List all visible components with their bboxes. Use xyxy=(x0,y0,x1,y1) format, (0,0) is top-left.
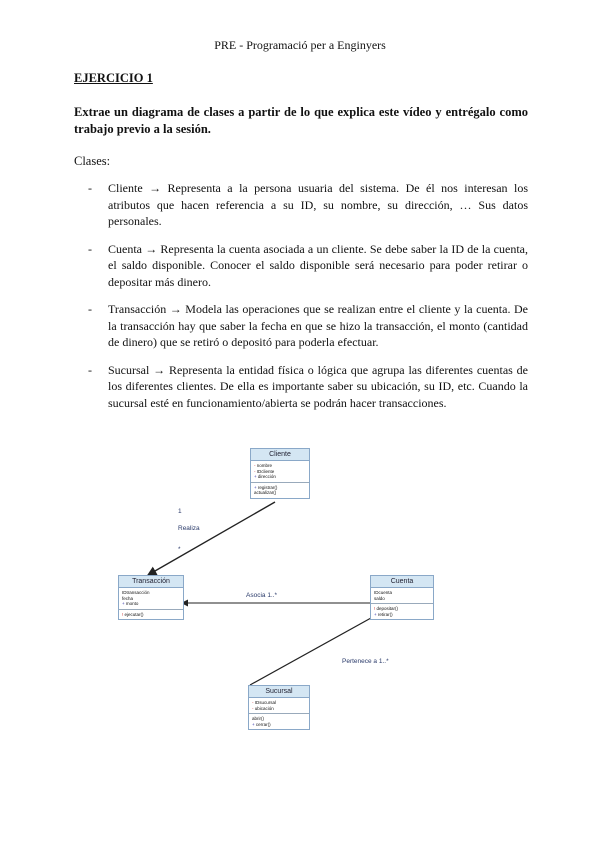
class-name: Cliente xyxy=(251,449,309,461)
class-cuenta xyxy=(370,575,434,620)
class-attributes xyxy=(249,698,309,714)
class-attributes xyxy=(119,588,183,610)
class-methods xyxy=(371,604,433,619)
item-text: Cliente → Representa a la persona usuaria del sistema. De él nos interesan los atributos que hacen referencia a su ID, su nombre, su dirección, … Sus datos personales. xyxy=(108,181,528,228)
class-methods xyxy=(119,610,183,620)
class-name: Sucursal xyxy=(249,686,309,698)
classes-heading: Clases: xyxy=(74,154,111,168)
attribute: saldo xyxy=(374,595,385,601)
list-item xyxy=(74,180,528,230)
pertenece-connector xyxy=(250,613,380,685)
class-cliente xyxy=(250,448,310,499)
attribute: - ubicación xyxy=(252,705,274,711)
class-sucursal xyxy=(248,685,310,730)
item-text: Sucursal → Representa la entidad física o lógica que agrupa las diferentes cuentas de los diferentes clientes. De ella es importante saber su ubicación, su ID, etc. Cuando la sucursal esté en funcionamiento/abierta se podrán hacer transacciones. xyxy=(108,362,528,410)
method: ! ejecutar() xyxy=(122,611,144,617)
realiza-multiplicity-top: 1 xyxy=(178,508,182,515)
attribute: - IDsucursal xyxy=(252,700,277,705)
attribute: - IDcliente xyxy=(254,468,275,474)
exercise-instruction: Extrae un diagrama de clases a partir de lo que explica este vídeo y entrégalo como trabajo previo a la sesión. xyxy=(74,105,528,136)
exercise-title: EJERCICIO 1 xyxy=(74,71,153,85)
realiza-connector xyxy=(148,502,275,575)
attribute: IDtransacción xyxy=(122,590,150,595)
attribute: + dirección xyxy=(254,474,276,480)
method: + retirar() xyxy=(374,611,393,617)
uml-class-diagram xyxy=(100,440,460,750)
method: ! depositar() xyxy=(374,606,399,612)
class-methods xyxy=(249,714,309,729)
list-item xyxy=(74,241,528,291)
classes-list xyxy=(74,180,528,422)
item-text: Cuenta → Representa la cuenta asociada a un cliente. Se debe saber la ID de la cuenta, el saldo disponible. Conocer el saldo disponible será necesario para poder retirar o depositar más dinero. xyxy=(108,241,528,289)
page-header: PRE - Programació per a Enginyers xyxy=(214,38,386,52)
list-item xyxy=(74,301,528,351)
bullet-dash: - xyxy=(88,302,92,316)
realiza-multiplicity-bottom: * xyxy=(178,546,181,553)
bullet-dash: - xyxy=(88,241,92,256)
pertenece-label: Pertenece a 1..* xyxy=(342,658,389,665)
attribute: fecha xyxy=(122,595,134,601)
method: actualizar() xyxy=(254,490,277,496)
class-methods xyxy=(251,483,309,498)
list-item xyxy=(74,362,528,412)
bullet-dash: - xyxy=(88,181,92,195)
class-name: Cuenta xyxy=(371,576,433,588)
method: + cerrar() xyxy=(252,721,271,727)
item-text: Transacción → Modela las operaciones que se realizan entre el cliente y la cuenta. De la transacción hay que saber la fecha en que se hizo la transacción, el monto (cantidad de dinero) que se retiró o depositó para poderla efectuar. xyxy=(108,302,528,349)
attribute: IDcuenta xyxy=(374,590,393,595)
method: abrir() xyxy=(252,716,264,722)
attribute: + monto xyxy=(122,601,139,607)
class-attributes xyxy=(251,461,309,483)
class-transaccion xyxy=(118,575,184,620)
class-attributes xyxy=(371,588,433,604)
bullet-dash: - xyxy=(88,362,92,377)
attribute: - nombre xyxy=(254,463,273,468)
realiza-label: Realiza xyxy=(178,525,200,532)
class-name: Transacción xyxy=(119,576,183,588)
method: + registrar() xyxy=(254,484,278,490)
asocia-label: Asocia 1..* xyxy=(246,592,278,599)
